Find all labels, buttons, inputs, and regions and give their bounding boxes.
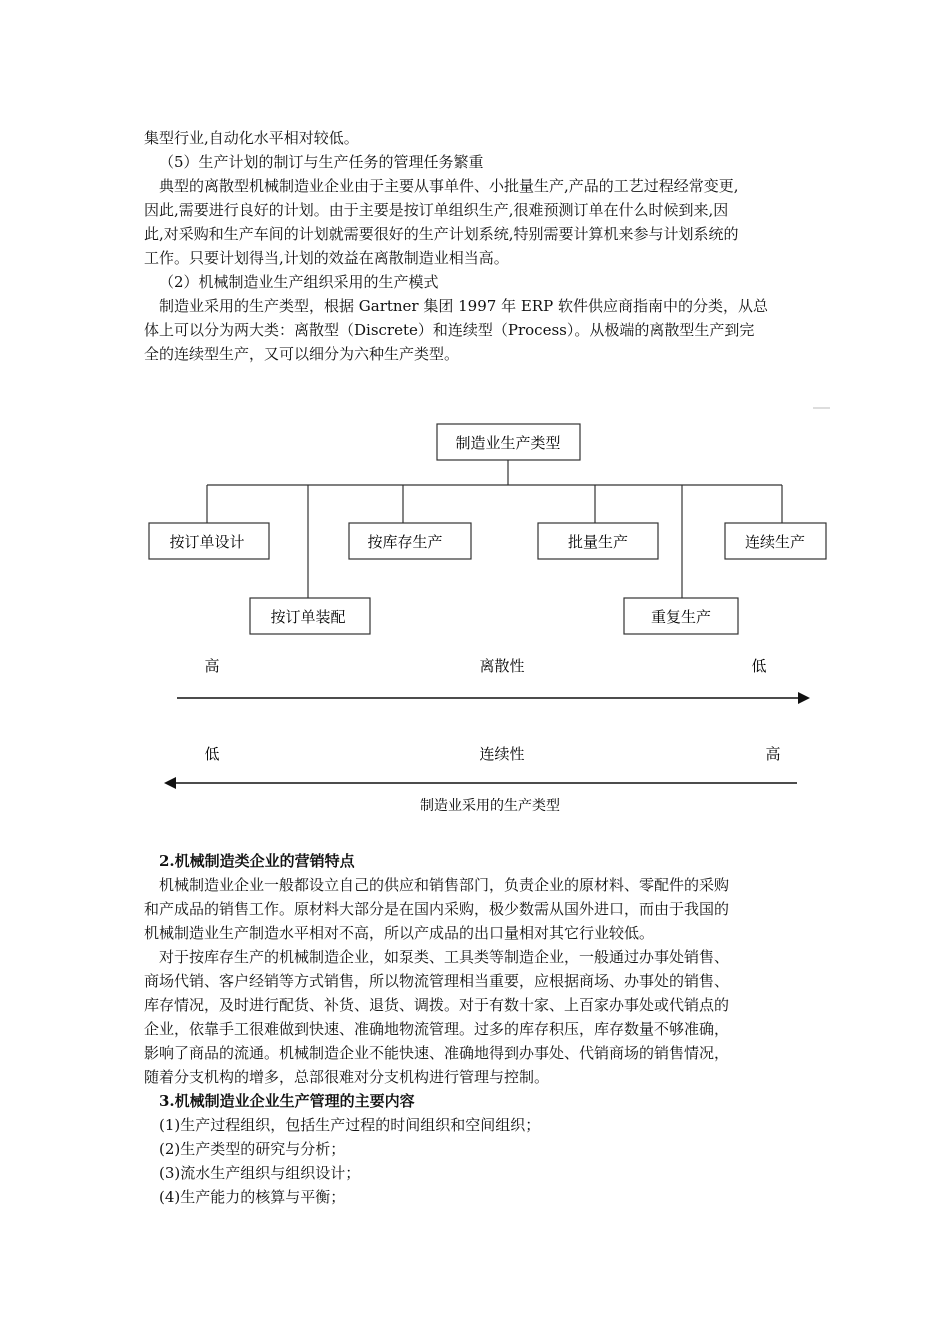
diagram-caption: 制造业采用的生产类型: [420, 798, 560, 814]
text-line: 影响了商品的流通。机械制造企业不能快速、准确地得到办事处、代销商场的销售情况，: [144, 1044, 730, 1062]
text-line: 商场代销、客户经销等方式销售，所以物流管理相当重要，应根据商场、办事处的销售、: [144, 972, 730, 990]
text-line: 和产成品的销售工作。原材料大部分是在国内采购，极少数需从国外进口，而由于我国的: [144, 900, 730, 918]
text-line: 因此,需要进行良好的计划。由于主要是按订单组织生产,很难预测订单在什么时候到来,因: [144, 201, 729, 219]
intro-text: [144, 126, 808, 366]
type-label-design-to-order: 按订单设计: [169, 533, 245, 551]
list-item: (2)生产类型的研究与分析；: [159, 1140, 346, 1158]
production-types-diagram: [140, 395, 840, 825]
discrete-center-label: 离散性: [479, 657, 525, 675]
continuous-center-label: 连续性: [479, 745, 525, 763]
text-line: 机械制造业生产制造水平相对不高，所以产成品的出口量相对其它行业较低。: [144, 924, 655, 942]
text-line: 制造业采用的生产类型，根据 Gartner 集团 1997 年 ERP 软件供应商指南中的分类，从总: [159, 297, 768, 315]
subheading-production-mode: （2）机械制造业生产组织采用的生产模式: [159, 273, 439, 291]
text-line: 对于按库存生产的机械制造企业，如泵类、工具类等制造企业，一般通过办事处销售、: [159, 948, 730, 966]
list-item: (4)生产能力的核算与平衡；: [159, 1188, 346, 1206]
text-line: 典型的离散型机械制造业企业由于主要从事单件、小批量生产,产品的工艺过程经常变更,: [159, 177, 739, 195]
type-label-repetitive: 重复生产: [650, 608, 712, 626]
list-item: (3)流水生产组织与组织设计；: [159, 1164, 361, 1182]
text-line: 体上可以分为两大类：离散型（Discrete）和连续型（Process）。从极端的离散型生产到完: [144, 321, 755, 339]
section-2: [144, 849, 808, 1089]
section-3: [144, 1089, 808, 1209]
discrete-left-label: 高: [204, 657, 220, 675]
text-line: 此,对采购和生产车间的计划就需要很好的生产计划系统,特别需要计算机来参与计划系统的: [144, 225, 739, 243]
text-line: 集型行业,自动化水平相对较低。: [144, 129, 359, 147]
root-label: 制造业生产类型: [455, 434, 561, 452]
text-line: 机械制造业企业一般都设立自己的供应和销售部门，负责企业的原材料、零配件的采购: [159, 876, 730, 894]
section-2-heading: 2.机械制造类企业的营销特点: [159, 852, 355, 870]
section-3-heading: 3.机械制造业企业生产管理的主要内容: [159, 1092, 415, 1110]
left-arrow-icon: [164, 777, 176, 789]
tree-connectors: [207, 460, 782, 598]
continuous-left-label: 低: [204, 745, 220, 763]
type-label-assemble-to-order: 按订单装配: [270, 608, 346, 626]
continuous-right-label: 高: [765, 745, 781, 763]
text-line: 随着分支机构的增多，总部很难对分支机构进行管理与控制。: [144, 1068, 550, 1086]
type-label-make-to-stock: 按库存生产: [367, 533, 443, 551]
list-item: (1)生产过程组织，包括生产过程的时间组织和空间组织；: [159, 1116, 541, 1134]
type-label-continuous: 连续生产: [744, 533, 806, 551]
text-line: 企业，依靠手工很难做到快速、准确地物流管理。过多的库存积压，库存数量不够准确，: [144, 1020, 730, 1038]
text-line: 全的连续型生产，又可以细分为六种生产类型。: [144, 345, 460, 363]
text-line: 工作。只要计划得当,计划的效益在离散制造业相当高。: [144, 249, 509, 267]
text-line: 库存情况，及时进行配货、补货、退货、调拨。对于有数十家、上百家办事处或代销点的: [144, 996, 730, 1014]
type-label-batch: 批量生产: [567, 533, 629, 551]
right-arrow-icon: [798, 692, 810, 704]
subheading-production-planning: （5）生产计划的制订与生产任务的管理任务繁重: [159, 153, 484, 171]
discrete-right-label: 低: [751, 657, 767, 675]
